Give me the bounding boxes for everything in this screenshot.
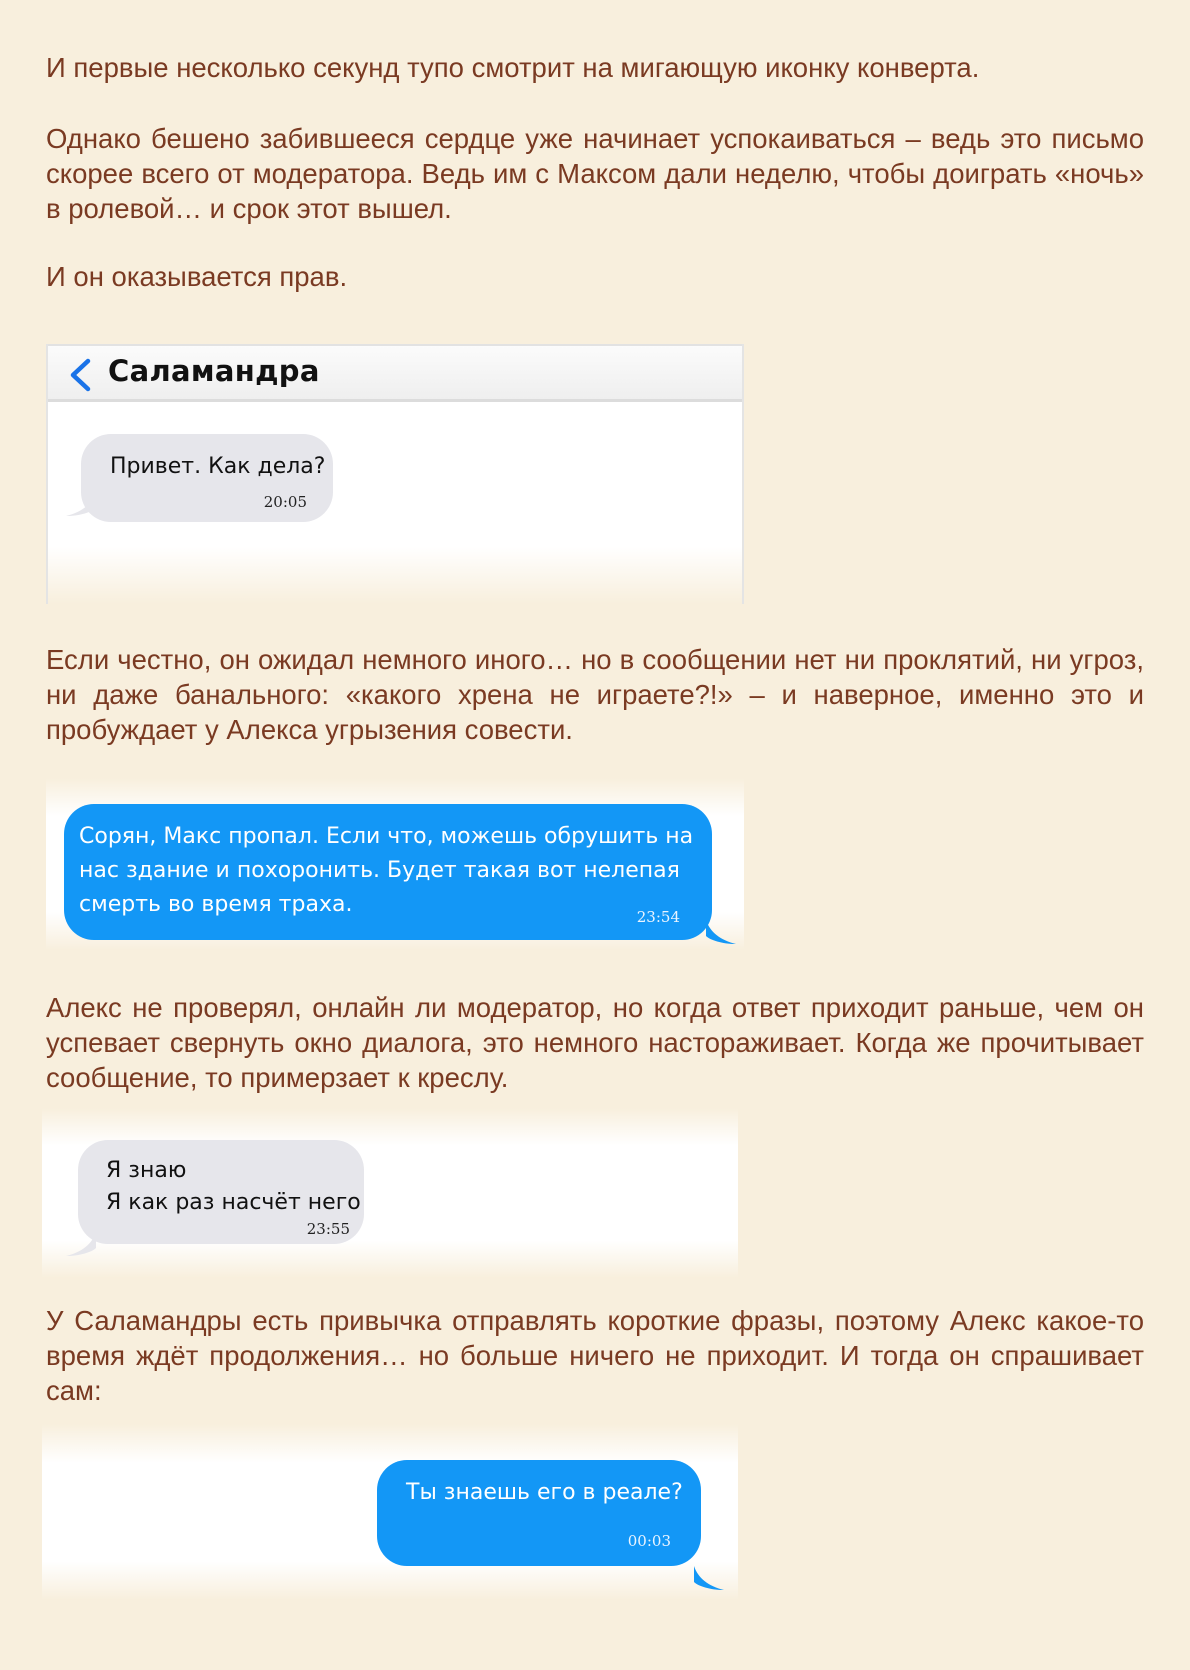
message-timestamp: 23:55 — [306, 1220, 350, 1238]
message-text-line-2: нас здание и похоронить. Будет такая вот нелепая — [79, 858, 680, 883]
message-timestamp: 23:54 — [636, 908, 680, 926]
message-bubble-incoming[interactable] — [78, 1140, 364, 1244]
bubble-tail — [694, 1566, 724, 1590]
message-text-line-1: Сорян, Макс пропал. Если что, можешь обрушить на — [79, 824, 694, 849]
message-bubble-outgoing[interactable] — [64, 804, 712, 940]
story-paragraph-5: Алекс не проверял, онлайн ли модератор, но когда ответ приходит раньше, чем он успевает свернуть окно диалога, это немного настораживает. Когда же прочитывает сообщение, то примерзает к креслу. — [46, 992, 1144, 1093]
chat-header — [48, 344, 742, 402]
message-text-line-3: смерть во время траха. — [79, 892, 353, 917]
story-paragraph-2: Однако бешено забившееся сердце уже начинает успокаиваться – ведь это письмо скорее всего от модератора. Ведь им с Максом дали неделю, чтобы доиграть «ночь» в ролевой… и срок этот вышел. — [46, 123, 1144, 224]
story-paragraph-3: И он оказывается прав. — [46, 261, 348, 292]
story-paragraph-1: И первые несколько секунд тупо смотрит на мигающую иконку конверта. — [46, 52, 980, 83]
chat-snippet — [42, 1424, 738, 1600]
message-bubble-outgoing[interactable] — [377, 1460, 701, 1566]
message-text-line-1: Я знаю — [106, 1158, 187, 1183]
back-arrow-icon[interactable] — [66, 358, 94, 392]
chat-window — [46, 344, 744, 604]
contact-name: Саламандра — [108, 354, 320, 388]
message-text: Привет. Как дела? — [110, 454, 326, 479]
message-timestamp: 20:05 — [263, 493, 307, 511]
chat-snippet — [42, 1108, 738, 1278]
story-paragraph-6: У Саламандры есть привычка отправлять короткие фразы, поэтому Алекс какое-то время ждёт продолжения… но больше ничего не приходит. И тогда он спрашивает сам: — [46, 1305, 1144, 1406]
message-text-line-2: Я как раз насчёт него — [106, 1190, 361, 1215]
message-text: Ты знаешь его в реале? — [406, 1480, 683, 1505]
bubble-tail — [706, 920, 736, 944]
story-paragraph-4: Если честно, он ожидал немного иного… но в сообщении нет ни проклятий, ни угроз, ни даже банального: «какого хрена не играете?!» – и наверное, именно это и пробуждает у Алекса угрызения совести. — [46, 644, 1144, 745]
message-timestamp: 00:03 — [627, 1532, 671, 1550]
chat-snippet — [46, 778, 744, 950]
message-bubble-incoming[interactable] — [81, 434, 333, 522]
